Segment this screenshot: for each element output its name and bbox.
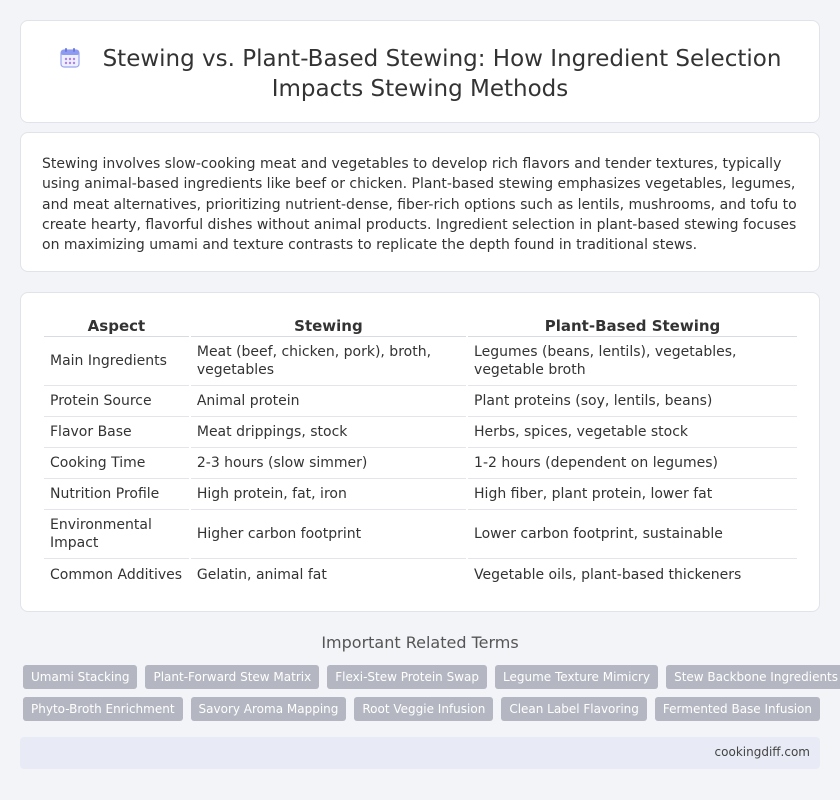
table-row xyxy=(44,510,797,559)
table-cell: High protein, fat, iron xyxy=(191,479,466,510)
footer xyxy=(20,737,820,769)
table-cell: Legumes (beans, lentils), vegetables, vegetable broth xyxy=(468,337,797,386)
table-cell: High fiber, plant protein, lower fat xyxy=(468,479,797,510)
table-cell: Plant proteins (soy, lentils, beans) xyxy=(468,386,797,417)
intro-paragraph: Stewing involves slow-cooking meat and vegetables to develop rich flavors and tender textures, typically using animal-based ingredients like beef or chicken. Plant-based stewing emphasizes vegetables, legumes, and meat alternatives, prioritizing nutrient-dense, fiber-rich options such as lentils, mushrooms, and tofu to create hearty, flavorful dishes without animal products. Ingredient selection in plant-based stewing focuses on maximizing umami and texture contrasts to replicate the depth found in traditional stews. xyxy=(42,156,797,254)
header-aspect: Aspect xyxy=(44,315,189,337)
table-row xyxy=(44,479,797,510)
table-cell: Environmental Impact xyxy=(44,510,189,559)
tag-umami-stacking[interactable]: Umami Stacking xyxy=(23,665,137,689)
table-row xyxy=(44,417,797,448)
title-line-2: Impacts Stewing Methods xyxy=(271,76,569,102)
tag-phyto-broth-enrichment[interactable]: Phyto-Broth Enrichment xyxy=(23,697,183,721)
tag-legume-texture-mimicry[interactable]: Legume Texture Mimicry xyxy=(495,665,658,689)
header-stewing: Stewing xyxy=(191,315,466,337)
table-cell: Main Ingredients xyxy=(44,337,189,386)
table-cell: Meat (beef, chicken, pork), broth, vegetables xyxy=(191,337,466,386)
tag-plant-forward-stew-matrix[interactable]: Plant-Forward Stew Matrix xyxy=(145,665,319,689)
related-terms-title: Important Related Terms xyxy=(321,633,519,652)
tag-clean-label-flavoring[interactable]: Clean Label Flavoring xyxy=(501,697,647,721)
calendar-icon xyxy=(59,47,81,69)
table-row xyxy=(44,386,797,417)
title-line-1: Stewing vs. Plant-Based Stewing: How Ingredient Selection xyxy=(102,46,782,72)
table-row xyxy=(44,559,797,590)
table-cell: 1-2 hours (dependent on legumes) xyxy=(468,448,797,479)
table-row xyxy=(44,448,797,479)
table-header-row xyxy=(44,315,797,337)
table-row xyxy=(44,337,797,386)
table-cell: Higher carbon footprint xyxy=(191,510,466,559)
table-cell: Vegetable oils, plant-based thickeners xyxy=(474,566,742,583)
tag-fermented-base-infusion[interactable]: Fermented Base Infusion xyxy=(655,697,820,721)
table-cell: Lower carbon footprint, sustainable xyxy=(468,510,797,559)
table-cell: Nutrition Profile xyxy=(44,479,189,510)
table-cell: Protein Source xyxy=(44,386,189,417)
tag-flexi-stew-protein-swap[interactable]: Flexi-Stew Protein Swap xyxy=(327,665,487,689)
header-plant-based-stewing: Plant-Based Stewing xyxy=(468,315,797,337)
comparison-table xyxy=(42,315,799,590)
tag-root-veggie-infusion[interactable]: Root Veggie Infusion xyxy=(354,697,493,721)
table-cell: Herbs, spices, vegetable stock xyxy=(468,417,797,448)
table-cell: Cooking Time xyxy=(44,448,189,479)
table-cell: Animal protein xyxy=(191,386,466,417)
comparison-card xyxy=(20,292,820,612)
table-cell: Flavor Base xyxy=(44,417,189,448)
header-card xyxy=(20,20,820,123)
table-cell: 2-3 hours (slow simmer) xyxy=(191,448,466,479)
page-title xyxy=(21,44,819,104)
table-cell: Common Additives xyxy=(50,566,183,583)
tag-stew-backbone-ingredients[interactable]: Stew Backbone Ingredients xyxy=(666,665,840,689)
intro-card xyxy=(20,132,820,272)
related-terms-list xyxy=(23,665,839,729)
table-cell: Meat drippings, stock xyxy=(191,417,466,448)
tag-savory-aroma-mapping[interactable]: Savory Aroma Mapping xyxy=(191,697,347,721)
table-cell: Gelatin, animal fat xyxy=(196,566,327,583)
footer-site-link[interactable]: cookingdiff.com xyxy=(714,745,810,759)
